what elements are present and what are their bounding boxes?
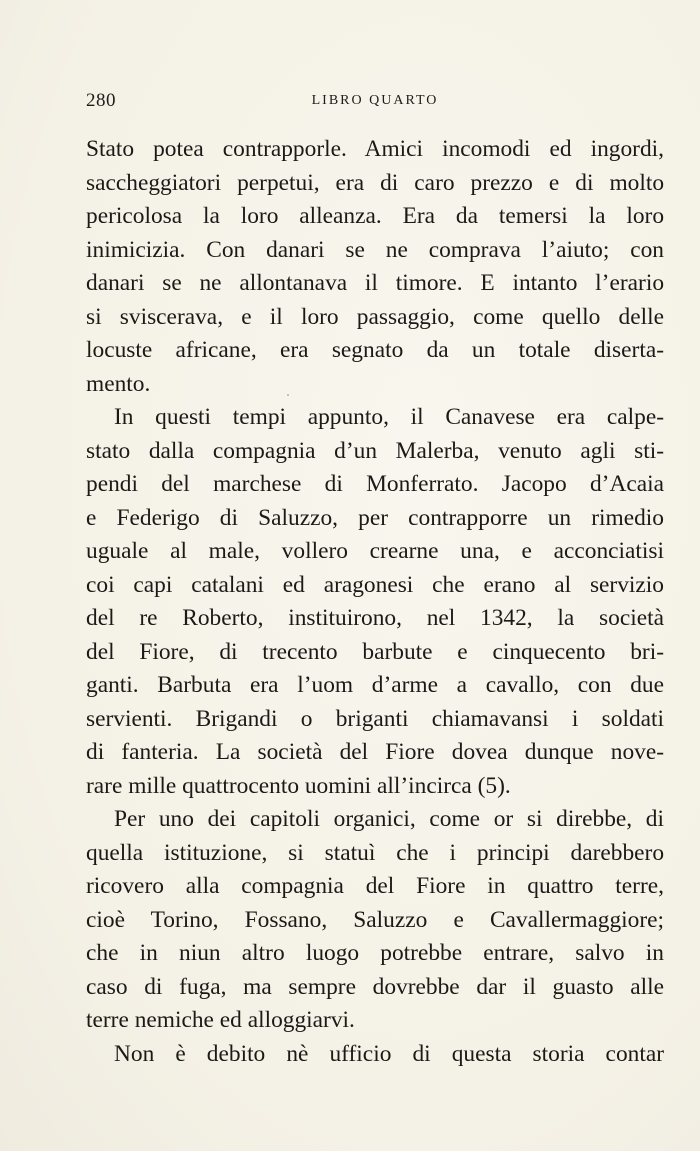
text-line: ganti. Barbuta era l’uom d’arme a cavallo, con due (86, 672, 664, 698)
text-line: quella istituzione, si statuì che i principi darebbero (86, 839, 665, 866)
text-line: Stato potea contrapporle. Amici incomodi ed ingordi, (86, 136, 664, 162)
text-line: mento. (86, 370, 151, 397)
text-line: caso di fuga, ma sempre dovrebbe dar il guasto alle (86, 973, 665, 1000)
text-line: pendi del marchese di Monferrato. Jacopo d’Acaia (86, 471, 664, 497)
text-line: cioè Torino, Fossano, Saluzzo e Cavallermaggiore; (86, 906, 665, 933)
text-line: servienti. Brigandi o briganti chiamavansi i soldati (86, 705, 665, 732)
text-line: Non è debito nè ufficio di questa storia contar (114, 1040, 664, 1067)
text-line: coi capi catalani ed aragonesi che erano al servizio (86, 571, 664, 598)
text-line: locuste africane, era segnato da un totale diserta- (86, 337, 664, 363)
text-line: danari se ne allontanava il timore. E intanto l’erario (86, 270, 665, 296)
page-number: 280 (86, 90, 116, 111)
text-line: Per uno dei capitoli organici, come or si direbbe, di (114, 806, 664, 832)
page-header (86, 90, 664, 118)
text-line: ricovero alla compagnia del Fiore in quattro terre, (86, 873, 664, 899)
paper-speck (287, 394, 289, 396)
text-line: e Federigo di Saluzzo, per contrapporre un rimedio (86, 504, 665, 531)
text-line: di fanteria. La società del Fiore dovea dunque nove- (86, 739, 665, 765)
text-line: saccheggiatori perpetui, era di caro prezzo e di molto (86, 169, 665, 196)
text-line: pericolosa la loro alleanza. Era da temersi la loro (86, 203, 665, 229)
text-line: si sviscerava, e il loro passaggio, come quello delle (86, 303, 665, 330)
text-line: terre nemiche ed alloggiarvi. (86, 1007, 355, 1033)
text-line: stato dalla compagnia d’un Malerba, venuto agli sti- (86, 437, 664, 464)
text-line: inimicizia. Con danari se ne comprava l’aiuto; con (86, 236, 664, 263)
text-line: che in niun altro luogo potrebbe entrare, salvo in (86, 940, 664, 966)
text-line: In questi tempi appunto, il Canavese era calpe- (114, 404, 665, 430)
text-line: del Fiore, di trecento barbute e cinquecento bri- (86, 638, 664, 665)
text-line: del re Roberto, instituirono, nel 1342, la società (86, 605, 664, 631)
text-line: uguale al male, vollero crearne una, e acconciatisi (86, 538, 665, 564)
running-head: LIBRO QUARTO (311, 93, 439, 108)
text-line: rare mille quattrocento uomini all’incirca (5). (86, 772, 511, 799)
body-text (86, 133, 664, 1071)
